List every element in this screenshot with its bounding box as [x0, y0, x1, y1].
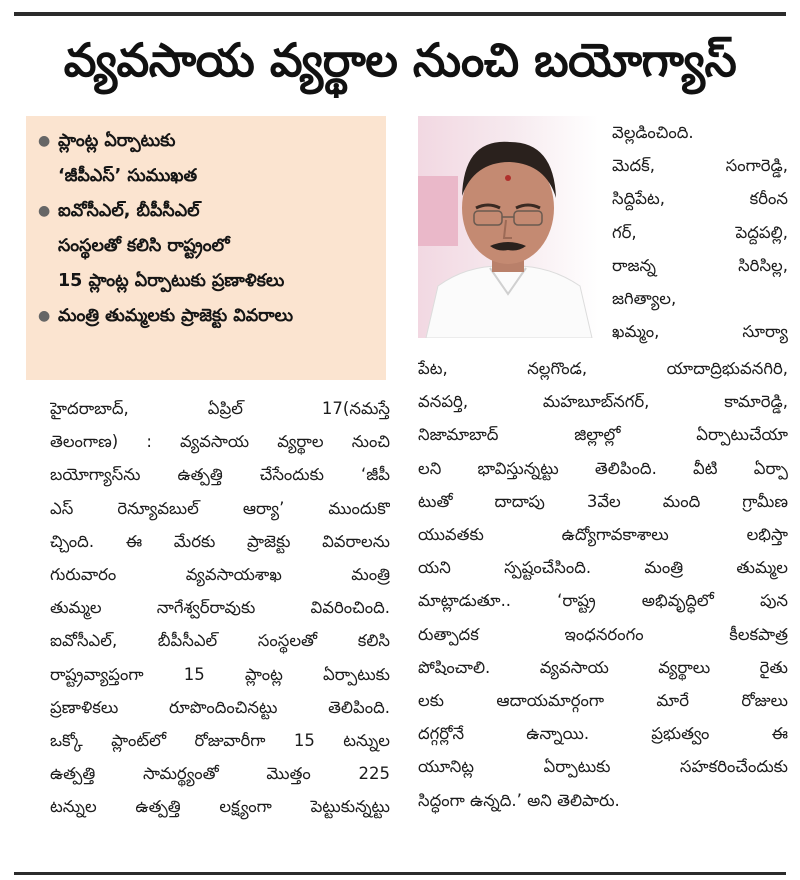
highlight-line: ‘జీపీఎస్’ సుముఖత [58, 166, 198, 186]
text-line: ఉత్పత్తి సామర్థ్యంతో మొత్తం 225 [50, 764, 390, 784]
text-line: దగ్గర్లోనే ఉన్నాయి. ప్రభుత్వం ఈ [418, 724, 788, 744]
bottom-rule [14, 872, 786, 875]
text-line: చ్చింది. ఈ మేరకు ప్రాజెక్టు వివరాలను [50, 531, 390, 551]
highlights-box [26, 116, 386, 380]
highlight-item [38, 194, 378, 299]
text-line: ఖమ్మం, సూర్యా [612, 322, 788, 342]
bullet-icon: ● [38, 133, 51, 149]
text-line: బయోగ్యాస్‌ను ఉత్పత్తి చేసేందుకు ‘జీపీ [50, 465, 390, 485]
highlight-line: 15 ప్లాంట్ల ఏర్పాటుకు ప్రణాళికలు [58, 271, 285, 291]
highlight-item [38, 124, 378, 194]
bullet-icon: ● [38, 203, 51, 219]
text-line: తెలంగాణ) : వ్యవసాయ వ్యర్థాల నుంచి [50, 432, 390, 452]
text-line: గర్, పెద్దపల్లి, [612, 222, 788, 242]
headline: వ్యవసాయ వ్యర్థాల నుంచి బయోగ్యాస్ [63, 33, 737, 87]
text-line: లని భావిస్తున్నట్టు తెలిపింది. వీటి ఏర్పా [418, 458, 788, 478]
text-line: యని స్పష్టంచేసింది. మంత్రి తుమ్మల [418, 558, 788, 578]
highlight-item [38, 299, 378, 334]
text-line: లకు ఆదాయమార్గంగా మారే రోజులు [418, 691, 788, 711]
text-line: టుతో దాదాపు 3వేల మంది గ్రామీణ [418, 491, 788, 511]
text-line: ఒక్కో ప్లాంట్‌లో రోజువారీగా 15 టన్నుల [50, 731, 390, 751]
text-line: సిద్దిపేట, కరీంన [612, 189, 788, 209]
right-top-column [612, 116, 788, 348]
text-line: యూనిట్ల ఏర్పాటుకు సహకరించేందుకు [418, 757, 788, 777]
text-line: పోషించాలి. వ్యవసాయ వ్యర్థాలు రైతు [418, 657, 788, 677]
bullet-icon: ● [38, 308, 51, 324]
text-line: మెదక్, సంగారెడ్డి, [612, 156, 788, 176]
text-line: నిజామాబాద్ జిల్లాల్లో ఏర్పాటుచేయా [418, 425, 788, 445]
person-portrait-icon [418, 116, 598, 338]
text-line: యువతకు ఉద్యోగావకాశాలు లభిస్తా [418, 525, 788, 545]
text-line: ప్రణాళికలు రూపొందించినట్టు తెలిపింది. [50, 697, 390, 717]
text-line: తుమ్మల నాగేశ్వర్‌రావుకు వివరించింది. [50, 598, 390, 618]
text-line: పేట, నల్లగొండ, యాదాద్రిభువనగిరి, [418, 359, 788, 378]
right-column [418, 352, 788, 817]
highlight-line: ఐవోసీఎల్, బీపీసీఎల్ [58, 201, 200, 221]
text-line: ఐవోసీఎల్, బీపీసీఎల్ సంస్థలతో కలిసి [50, 631, 390, 651]
text-line: మాట్లాడుతూ.. ‘రాష్ట్ర అభివృద్ధిలో పున [418, 591, 788, 611]
left-column [50, 392, 390, 824]
text-line: జగిత్యాల, [612, 289, 677, 309]
text-line: రాజన్న సిరిసిల్ల, [612, 255, 788, 275]
highlight-line: ప్లాంట్ల ఏర్పాటుకు [58, 131, 176, 151]
text-line: హైదరాబాద్, ఏప్రిల్ 17(నమస్తే [50, 399, 390, 418]
minister-photo [418, 116, 598, 338]
text-line: సిద్ధంగా ఉన్నది.’ అని తెలిపారు. [418, 790, 620, 810]
text-line: ఎస్ రెన్యూవబుల్ ఆర్యా’ ముందుకొ [50, 498, 390, 518]
text-line: రాష్ట్రవ్యాప్తంగా 15 ప్లాంట్ల ఏర్పాటుకు [50, 664, 390, 684]
top-rule [14, 12, 786, 16]
highlight-line: మంత్రి తుమ్మలకు ప్రాజెక్టు వివరాలు [58, 306, 294, 326]
text-line: వనపర్తి, మహబూబ్‌నగర్, కామారెడ్డి, [418, 392, 788, 412]
text-line: వెల్లడించింది. [612, 123, 694, 142]
text-line: గురువారం వ్యవసాయశాఖ మంత్రి [50, 565, 390, 585]
text-line: టన్నుల ఉత్పత్తి లక్ష్యంగా పెట్టుకున్నట్టు [50, 797, 390, 817]
text-line: రుత్పాదక ఇంధనరంగం కీలకపాత్ర [418, 624, 788, 644]
highlight-line: సంస్థలతో కలిసి రాష్ట్రంలో [58, 236, 230, 256]
